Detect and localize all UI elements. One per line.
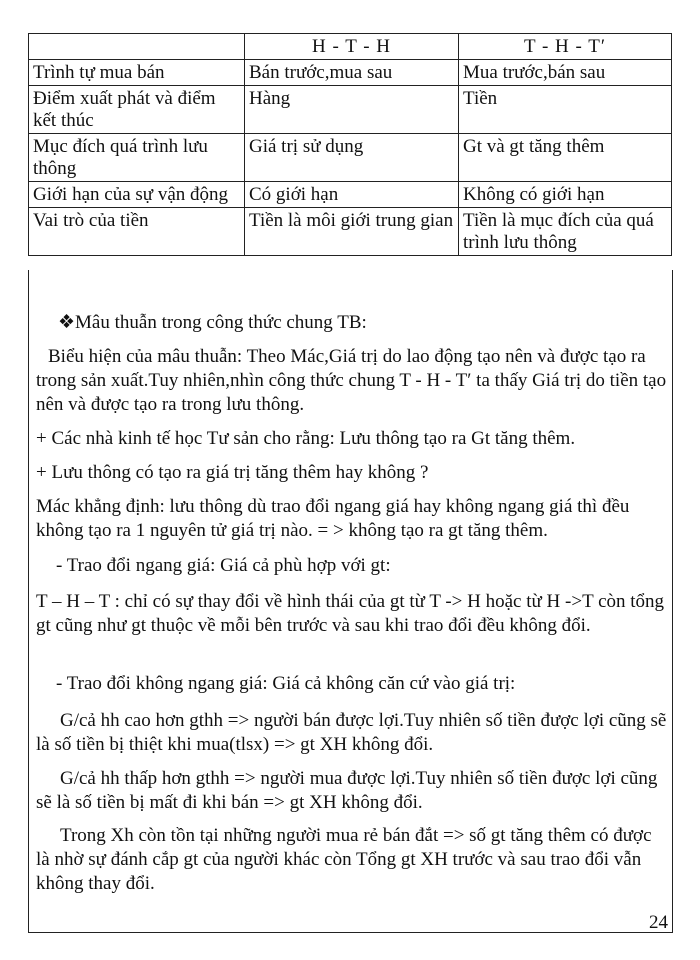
table-row — [29, 208, 672, 256]
table-cell: Tiền là môi giới trung gian — [245, 208, 459, 256]
table-cell: Mua trước,bán sau — [459, 60, 672, 86]
section-heading-text: ❖Mâu thuẫn trong công thức chung TB: — [58, 312, 367, 333]
paragraph-text: G/cả hh cao hơn gthh => người bán được lợi.Tuy nhiên số tiền được lợi cũng sẽ là số tiền bị thiệt khi mua(tlsx) => gt XH không đổi. — [36, 710, 667, 755]
table-cell: Tiền — [459, 86, 672, 134]
paragraph — [36, 590, 668, 638]
table-header-cell: H - T - H — [245, 34, 459, 60]
paragraph — [36, 554, 688, 578]
table-cell: Tiền là mục đích của quá trình lưu thông — [459, 208, 672, 256]
table-cell: Không có giới hạn — [459, 182, 672, 208]
paragraph — [36, 709, 668, 757]
paragraph — [36, 461, 668, 485]
paragraph-text: T – H – T : chỉ có sự thay đổi về hình thái của gt từ T -> H hoặc từ H ->T còn tổng gt cũng như gt thuộc về mỗi bên trước và sau khi trao đổi đều không đổi. — [36, 591, 665, 636]
paragraph — [36, 824, 668, 896]
section-heading — [36, 311, 690, 335]
paragraph-text: - Trao đổi không ngang giá: Giá cả không căn cứ vào giá trị: — [56, 673, 516, 694]
table-row — [29, 134, 672, 182]
table-row — [29, 182, 672, 208]
table-cell: Giới hạn của sự vận động — [29, 182, 245, 208]
paragraph-text: + Các nhà kinh tế học Tư sản cho rằng: Lưu thông tạo ra Gt tăng thêm. — [36, 428, 576, 449]
table-row — [29, 60, 672, 86]
paragraph — [36, 345, 668, 417]
paragraph — [36, 767, 668, 815]
paragraph-text: Biểu hiện của mâu thuẫn: Theo Mác,Giá trị do lao động tạo nên và được tạo ra trong sản xuất.Tuy nhiên,nhìn công thức chung T - H - T′ ta thấy Giá trị do tiền tạo nên và được tạo ra trong lưu thông. — [36, 346, 667, 415]
table-cell: Gt và gt tăng thêm — [459, 134, 672, 182]
paragraph — [36, 672, 688, 696]
comparison-table-wrap — [28, 33, 671, 256]
table-header-row — [29, 34, 672, 60]
table-cell: Trình tự mua bán — [29, 60, 245, 86]
paragraph-text: + Lưu thông có tạo ra giá trị tăng thêm hay không ? — [36, 462, 429, 483]
paragraph-text: G/cả hh thấp hơn gthh => người mua được lợi.Tuy nhiên số tiền được lợi cũng sẽ là số tiền bị mất đi khi bán => gt XH không đổi. — [36, 768, 658, 813]
table-cell: Giá trị sử dụng — [245, 134, 459, 182]
table-cell: Hàng — [245, 86, 459, 134]
table-cell: Vai trò của tiền — [29, 208, 245, 256]
table-cell: Bán trước,mua sau — [245, 60, 459, 86]
table-header-cell: T - H - T′ — [459, 34, 672, 60]
table-cell: Điểm xuất phát và điểm kết thúc — [29, 86, 245, 134]
table-header-cell — [29, 34, 245, 60]
page-number: 24 — [649, 912, 668, 933]
comparison-table — [28, 33, 672, 256]
paragraph-text: Trong Xh còn tồn tại những người mua rẻ bán đắt => số gt tăng thêm có được là nhờ sự đánh cắp gt của người khác còn Tổng gt XH trước và sau trao đổi vẫn không thay đổi. — [36, 825, 652, 894]
table-cell: Có giới hạn — [245, 182, 459, 208]
paragraph-text: Mác khẳng định: lưu thông dù trao đổi ngang giá hay không ngang giá thì đều không tạo ra 1 nguyên tử giá trị nào. = > không tạo ra gt tăng thêm. — [36, 496, 630, 541]
table-cell: Mục đích quá trình lưu thông — [29, 134, 245, 182]
paragraph-text: - Trao đổi ngang giá: Giá cả phù hợp với gt: — [56, 555, 391, 576]
paragraph — [36, 495, 668, 543]
paragraph — [36, 427, 668, 451]
table-row — [29, 86, 672, 134]
